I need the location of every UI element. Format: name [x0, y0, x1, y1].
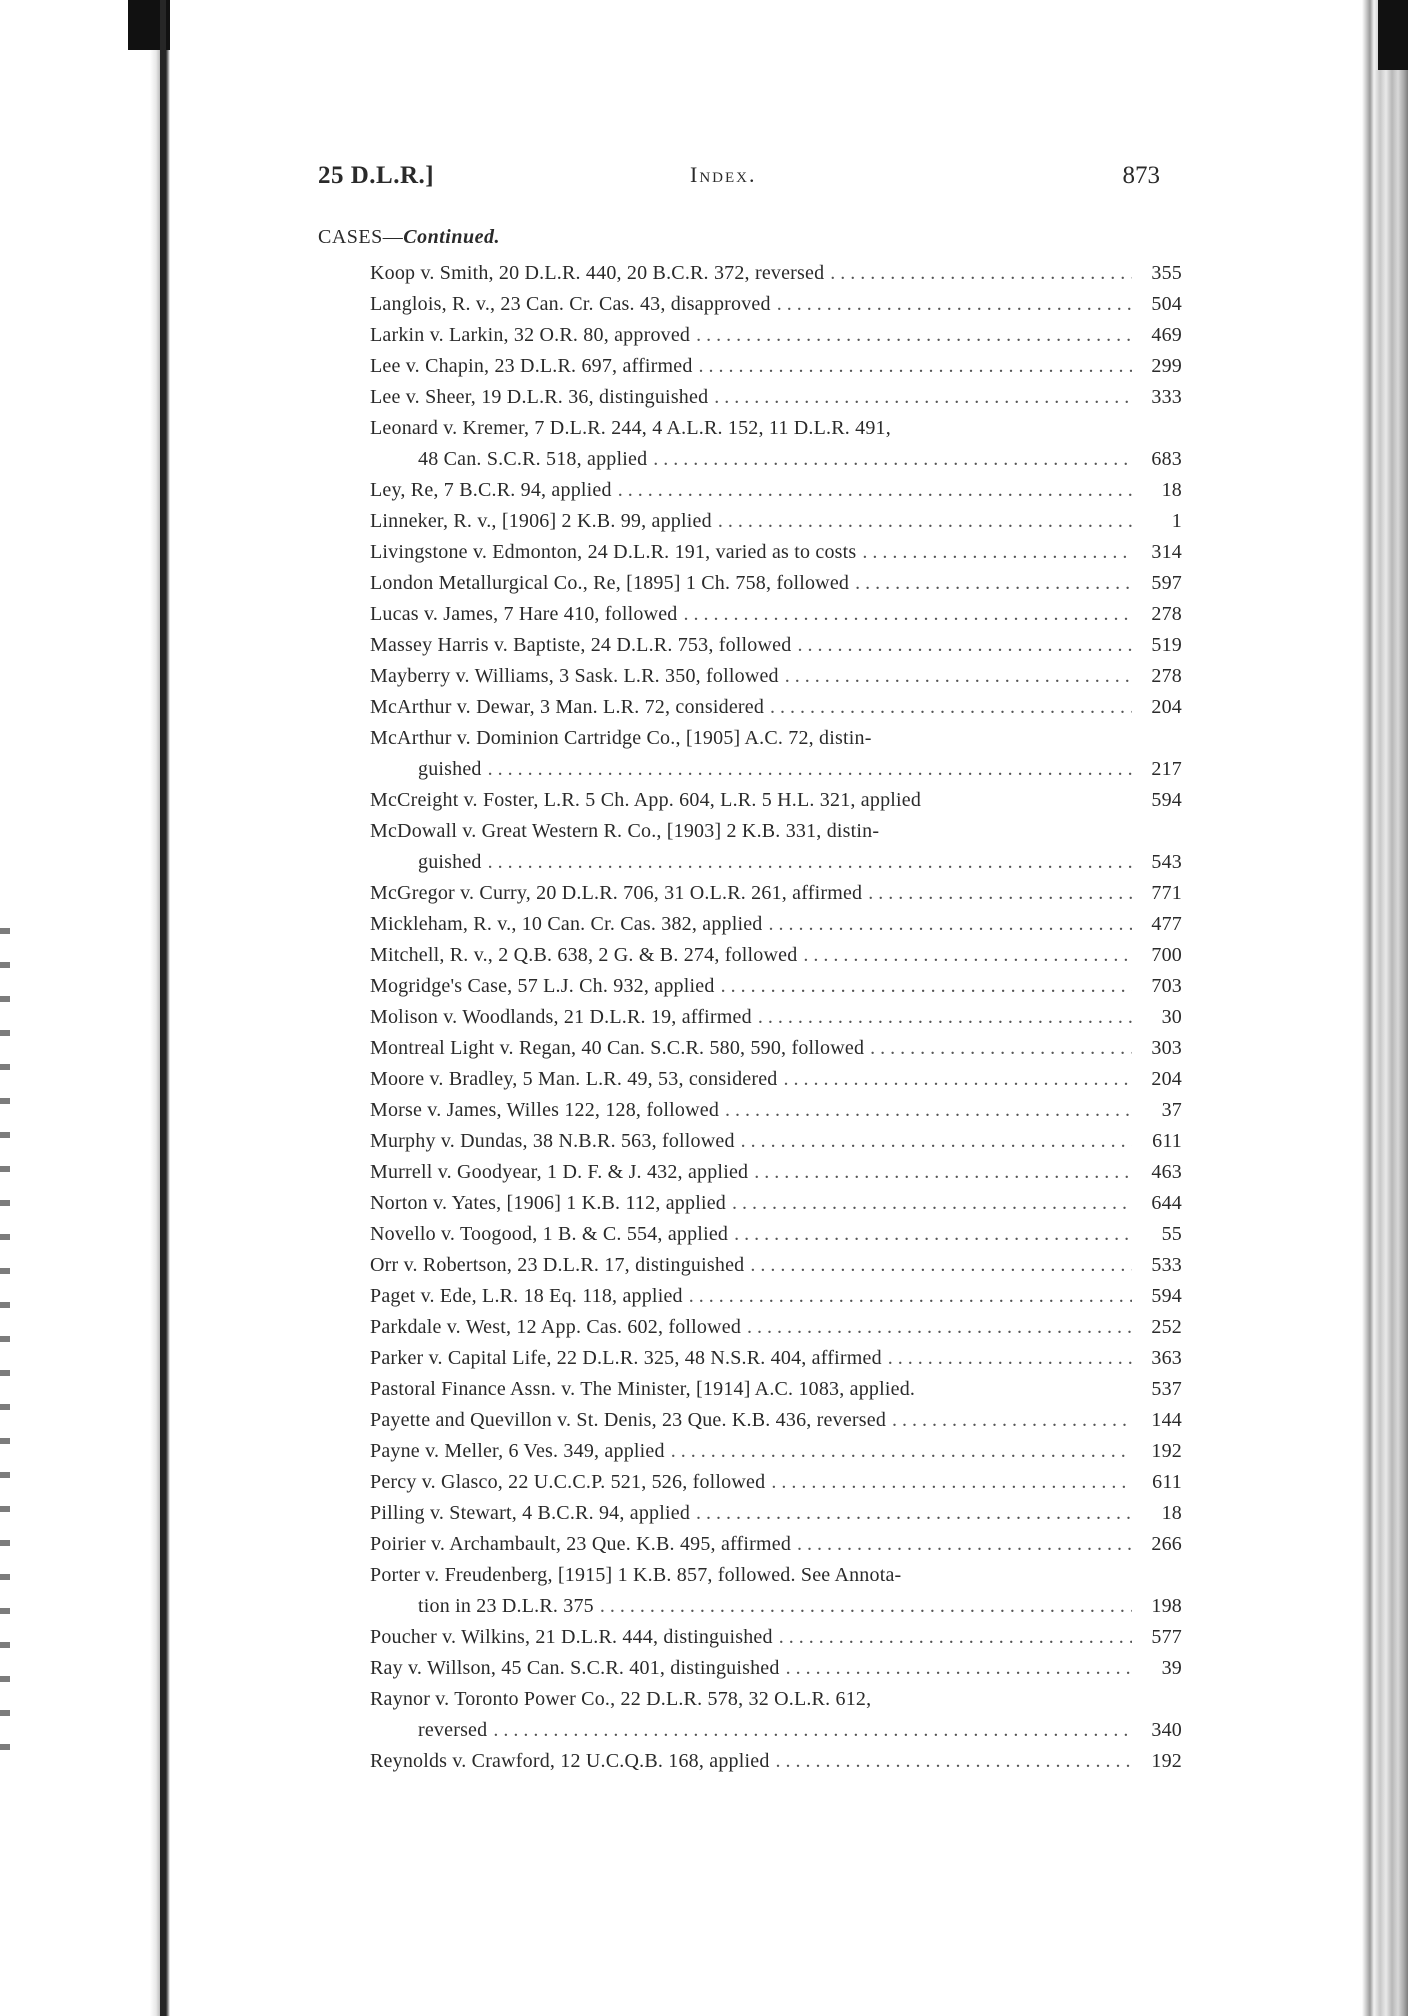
case-entry [370, 630, 1182, 661]
case-citation: Ley, Re, 7 B.C.R. 94, applied [370, 479, 612, 501]
case-page-number: 18 [1161, 1502, 1182, 1524]
dot-leader [699, 351, 1132, 382]
case-citation: reversed [418, 1719, 488, 1741]
case-entry [370, 971, 1182, 1002]
dot-leader [779, 1622, 1132, 1653]
case-entry-line [370, 258, 1182, 289]
case-entry [370, 1188, 1182, 1219]
case-entry [370, 1343, 1182, 1374]
case-entry [370, 1622, 1182, 1653]
case-entry [370, 909, 1182, 940]
case-citation: Massey Harris v. Baptiste, 24 D.L.R. 753, followed [370, 634, 792, 656]
dot-leader [732, 1188, 1132, 1219]
running-head [318, 162, 1160, 196]
case-citation: Reynolds v. Crawford, 12 U.C.Q.B. 168, applied [370, 1750, 770, 1772]
case-citation: Orr v. Robertson, 23 D.L.R. 17, distinguished [370, 1254, 745, 1276]
case-citation: Parker v. Capital Life, 22 D.L.R. 325, 48 N.S.R. 404, affirmed [370, 1347, 882, 1369]
case-entry [370, 1064, 1182, 1095]
case-page-number: 477 [1151, 913, 1182, 935]
dot-leader [671, 1436, 1132, 1467]
case-entry-line [370, 1467, 1182, 1498]
case-page-number: 278 [1151, 603, 1182, 625]
case-page-number: 252 [1151, 1316, 1182, 1338]
case-citation: Langlois, R. v., 23 Can. Cr. Cas. 43, disapproved [370, 293, 771, 315]
case-page-number: 204 [1151, 696, 1182, 718]
case-page-number: 594 [1151, 1285, 1182, 1307]
case-entry-continuation [370, 847, 1182, 878]
case-entry-line [370, 1188, 1182, 1219]
case-citation: McCreight v. Foster, L.R. 5 Ch. App. 604, L.R. 5 H.L. 321, applied [370, 789, 922, 811]
dot-leader [754, 1157, 1132, 1188]
case-page-number: 363 [1151, 1347, 1182, 1369]
case-page-number: 644 [1151, 1192, 1182, 1214]
dot-leader [868, 878, 1132, 909]
case-citation: McArthur v. Dominion Cartridge Co., [1905] A.C. 72, distin- [370, 727, 872, 749]
case-entry-line [370, 816, 1182, 847]
case-entry-line [370, 1529, 1182, 1560]
case-page-number: 519 [1151, 634, 1182, 656]
case-entry-line [370, 692, 1182, 723]
case-citation: McGregor v. Curry, 20 D.L.R. 706, 31 O.L.R. 261, affirmed [370, 882, 863, 904]
case-citation: Leonard v. Kremer, 7 D.L.R. 244, 4 A.L.R. 152, 11 D.L.R. 491, [370, 417, 891, 439]
case-citation: Poucher v. Wilkins, 21 D.L.R. 444, distinguished [370, 1626, 773, 1648]
dot-leader [803, 940, 1132, 971]
case-page-number: 771 [1151, 882, 1182, 904]
case-entry-continuation [370, 444, 1182, 475]
case-page-number: 537 [1151, 1378, 1182, 1400]
case-entry [370, 1095, 1182, 1126]
case-citation: Linneker, R. v., [1906] 2 K.B. 99, applied [370, 510, 712, 532]
page-edge [1362, 0, 1408, 2016]
dot-leader [696, 320, 1132, 351]
case-entry [370, 878, 1182, 909]
case-entry-line [370, 599, 1182, 630]
case-citation: Payne v. Meller, 6 Ves. 349, applied [370, 1440, 665, 1462]
dot-leader [718, 506, 1132, 537]
case-page-number: 683 [1151, 448, 1182, 470]
dot-leader [741, 1126, 1132, 1157]
case-citation: Murphy v. Dundas, 38 N.B.R. 563, followed [370, 1130, 735, 1152]
case-entry-line [370, 1622, 1182, 1653]
case-citation: Pilling v. Stewart, 4 B.C.R. 94, applied [370, 1502, 691, 1524]
case-entry-line [370, 909, 1182, 940]
case-entry-line [370, 506, 1182, 537]
case-entry-line [370, 1653, 1182, 1684]
case-citation: Larkin v. Larkin, 32 O.R. 80, approved [370, 324, 691, 346]
binding-edge [160, 0, 166, 2016]
case-citation: Molison v. Woodlands, 21 D.L.R. 19, affirmed [370, 1006, 752, 1028]
case-entry [370, 351, 1182, 382]
case-entry-line [370, 723, 1182, 754]
case-citation: Lee v. Chapin, 23 D.L.R. 697, affirmed [370, 355, 693, 377]
dot-leader [783, 1064, 1132, 1095]
case-citation: Murrell v. Goodyear, 1 D. F. & J. 432, applied [370, 1161, 749, 1183]
case-entry [370, 1002, 1182, 1033]
case-page-number: 340 [1151, 1719, 1182, 1741]
case-list [370, 258, 1182, 1777]
case-entry [370, 1746, 1182, 1777]
case-citation: Porter v. Freudenberg, [1915] 1 K.B. 857, followed. See Annota- [370, 1564, 902, 1586]
case-citation: Mogridge's Case, 57 L.J. Ch. 932, applied [370, 975, 715, 997]
dot-leader [734, 1219, 1132, 1250]
page-edge-shadow [1378, 0, 1408, 70]
case-entry [370, 1436, 1182, 1467]
section-continued: Continued. [403, 226, 500, 248]
case-entry-line [370, 1343, 1182, 1374]
case-entry-line [370, 351, 1182, 382]
case-page-number: 266 [1151, 1533, 1182, 1555]
dot-leader [855, 568, 1132, 599]
case-entry-line [370, 1436, 1182, 1467]
dot-leader [892, 1405, 1132, 1436]
case-entry-line [370, 1002, 1182, 1033]
case-citation: Lee v. Sheer, 19 D.L.R. 36, distinguished [370, 386, 709, 408]
case-page-number: 577 [1151, 1626, 1182, 1648]
case-page-number: 55 [1161, 1223, 1182, 1245]
case-entry [370, 1529, 1182, 1560]
dot-leader [769, 909, 1132, 940]
case-entry-line [370, 1684, 1182, 1715]
case-entry [370, 320, 1182, 351]
case-entry-line [370, 1746, 1182, 1777]
dot-leader [785, 661, 1132, 692]
case-entry-line [370, 1498, 1182, 1529]
case-entry-continuation [370, 1591, 1182, 1622]
case-page-number: 463 [1151, 1161, 1182, 1183]
case-citation: Poirier v. Archambault, 23 Que. K.B. 495, affirmed [370, 1533, 792, 1555]
case-entry [370, 537, 1182, 568]
case-citation: Pastoral Finance Assn. v. The Minister, [1914] A.C. 1083, applied. [370, 1378, 916, 1400]
case-entry-line [370, 785, 1182, 816]
dot-leader [776, 1746, 1132, 1777]
case-entry [370, 475, 1182, 506]
case-entry-line [370, 1250, 1182, 1281]
case-page-number: 469 [1151, 324, 1182, 346]
case-entry-line [370, 475, 1182, 506]
case-citation: Payette and Quevillon v. St. Denis, 23 Que. K.B. 436, reversed [370, 1409, 887, 1431]
case-page-number: 611 [1152, 1471, 1182, 1493]
dot-leader [771, 1467, 1132, 1498]
case-page-number: 198 [1151, 1595, 1182, 1617]
case-entry [370, 785, 1182, 816]
dot-leader [797, 1529, 1132, 1560]
case-citation: London Metallurgical Co., Re, [1895] 1 Ch. 758, followed [370, 572, 850, 594]
dot-leader [747, 1312, 1132, 1343]
case-entry [370, 1374, 1182, 1405]
dot-leader [870, 1033, 1132, 1064]
case-page-number: 314 [1151, 541, 1182, 563]
case-entry [370, 1126, 1182, 1157]
case-page-number: 30 [1161, 1006, 1182, 1028]
case-citation: Raynor v. Toronto Power Co., 22 D.L.R. 578, 32 O.L.R. 612, [370, 1688, 872, 1710]
case-entry [370, 1498, 1182, 1529]
case-entry-line [370, 1064, 1182, 1095]
case-entry [370, 816, 1182, 878]
case-page-number: 333 [1151, 386, 1182, 408]
case-entry-line [370, 1374, 1182, 1405]
case-citation: guished [418, 758, 482, 780]
case-citation: Mickleham, R. v., 10 Can. Cr. Cas. 382, applied [370, 913, 763, 935]
case-entry-line [370, 413, 1182, 444]
case-entry [370, 1250, 1182, 1281]
case-entry-line [370, 1281, 1182, 1312]
facing-page-bleed [0, 900, 10, 1760]
case-citation: Norton v. Yates, [1906] 1 K.B. 112, applied [370, 1192, 726, 1214]
case-page-number: 278 [1151, 665, 1182, 687]
case-citation: Livingstone v. Edmonton, 24 D.L.R. 191, varied as to costs [370, 541, 857, 563]
volume-reference: 25 D.L.R.] [318, 162, 435, 189]
dot-leader [830, 258, 1132, 289]
case-citation: Mayberry v. Williams, 3 Sask. L.R. 350, followed [370, 665, 779, 687]
case-entry-line [370, 1312, 1182, 1343]
case-citation: Parkdale v. West, 12 App. Cas. 602, followed [370, 1316, 742, 1338]
dot-leader [750, 1250, 1132, 1281]
case-citation: Morse v. James, Willes 122, 128, followed [370, 1099, 720, 1121]
dot-leader [600, 1591, 1132, 1622]
case-citation: Montreal Light v. Regan, 40 Can. S.C.R. 580, 590, followed [370, 1037, 865, 1059]
dot-leader [770, 692, 1132, 723]
case-entry-line [370, 537, 1182, 568]
case-citation: Percy v. Glasco, 22 U.C.C.P. 521, 526, followed [370, 1471, 766, 1493]
case-entry [370, 258, 1182, 289]
case-entry-line [370, 320, 1182, 351]
case-page-number: 37 [1161, 1099, 1182, 1121]
case-page-number: 303 [1151, 1037, 1182, 1059]
case-page-number: 594 [1151, 789, 1182, 811]
case-entry [370, 1033, 1182, 1064]
case-entry-line [370, 1219, 1182, 1250]
dot-leader [797, 630, 1132, 661]
case-page-number: 597 [1151, 572, 1182, 594]
dot-leader [888, 1343, 1132, 1374]
case-page-number: 217 [1151, 758, 1182, 780]
case-entry [370, 692, 1182, 723]
case-entry-line [370, 1560, 1182, 1591]
case-entry-line [370, 940, 1182, 971]
case-entry-line [370, 878, 1182, 909]
case-citation: Paget v. Ede, L.R. 18 Eq. 118, applied [370, 1285, 683, 1307]
case-entry [370, 1684, 1182, 1746]
case-entry [370, 382, 1182, 413]
case-page-number: 192 [1151, 1750, 1182, 1772]
case-page-number: 1 [1171, 510, 1182, 532]
case-citation: tion in 23 D.L.R. 375 [418, 1595, 594, 1617]
case-entry [370, 723, 1182, 785]
dot-leader [653, 444, 1132, 475]
case-page-number: 299 [1151, 355, 1182, 377]
dot-leader [488, 754, 1132, 785]
section-name: CASES— [318, 226, 404, 248]
case-entry-line [370, 1157, 1182, 1188]
case-citation: Koop v. Smith, 20 D.L.R. 440, 20 B.C.R. 372, reversed [370, 262, 825, 284]
case-page-number: 611 [1152, 1130, 1182, 1152]
case-entry [370, 1281, 1182, 1312]
case-entry [370, 1405, 1182, 1436]
case-citation: Ray v. Willson, 45 Can. S.C.R. 401, distinguished [370, 1657, 780, 1679]
dot-leader [493, 1715, 1132, 1746]
dot-leader [758, 1002, 1132, 1033]
page-title: Index. [690, 162, 757, 187]
dot-leader [777, 289, 1132, 320]
dot-leader [786, 1653, 1132, 1684]
case-entry [370, 1312, 1182, 1343]
dot-leader [696, 1498, 1132, 1529]
dot-leader [618, 475, 1132, 506]
case-entry [370, 940, 1182, 971]
dot-leader [721, 971, 1132, 1002]
case-entry [370, 413, 1182, 475]
dot-leader [488, 847, 1132, 878]
case-entry-continuation [370, 1715, 1182, 1746]
case-citation: Moore v. Bradley, 5 Man. L.R. 49, 53, considered [370, 1068, 778, 1090]
section-heading [318, 226, 500, 249]
case-citation: Mitchell, R. v., 2 Q.B. 638, 2 G. & B. 274, followed [370, 944, 798, 966]
case-page-number: 18 [1161, 479, 1182, 501]
case-entry-line [370, 630, 1182, 661]
case-entry-line [370, 1405, 1182, 1436]
dot-leader [714, 382, 1132, 413]
case-citation: 48 Can. S.C.R. 518, applied [418, 448, 648, 470]
case-entry [370, 1653, 1182, 1684]
case-entry [370, 1219, 1182, 1250]
case-page-number: 703 [1151, 975, 1182, 997]
case-entry [370, 568, 1182, 599]
book-gutter [0, 0, 170, 2016]
case-page-number: 355 [1151, 262, 1182, 284]
page-number: 873 [1122, 162, 1160, 189]
case-page-number: 204 [1151, 1068, 1182, 1090]
case-entry-continuation [370, 754, 1182, 785]
case-citation: McArthur v. Dewar, 3 Man. L.R. 72, considered [370, 696, 765, 718]
case-entry [370, 661, 1182, 692]
case-citation: Novello v. Toogood, 1 B. & C. 554, applied [370, 1223, 729, 1245]
case-page-number: 39 [1161, 1657, 1182, 1679]
case-entry [370, 1467, 1182, 1498]
case-page-number: 144 [1151, 1409, 1182, 1431]
case-entry-line [370, 382, 1182, 413]
case-citation: guished [418, 851, 482, 873]
case-entry [370, 289, 1182, 320]
case-entry [370, 506, 1182, 537]
case-page-number: 192 [1151, 1440, 1182, 1462]
case-entry-line [370, 661, 1182, 692]
case-page-number: 504 [1151, 293, 1182, 315]
case-entry-line [370, 289, 1182, 320]
case-page-number: 700 [1151, 944, 1182, 966]
case-entry [370, 1157, 1182, 1188]
dot-leader [862, 537, 1132, 568]
case-entry-line [370, 1095, 1182, 1126]
case-page-number: 533 [1151, 1254, 1182, 1276]
case-citation: McDowall v. Great Western R. Co., [1903] 2 K.B. 331, distin- [370, 820, 880, 842]
case-citation: Lucas v. James, 7 Hare 410, followed [370, 603, 678, 625]
case-entry-line [370, 1033, 1182, 1064]
case-entry [370, 1560, 1182, 1622]
case-entry [370, 599, 1182, 630]
case-page-number: 543 [1151, 851, 1182, 873]
dot-leader [725, 1095, 1132, 1126]
dot-leader [683, 599, 1132, 630]
case-entry-line [370, 568, 1182, 599]
case-entry-line [370, 971, 1182, 1002]
case-entry-line [370, 1126, 1182, 1157]
dot-leader [689, 1281, 1132, 1312]
